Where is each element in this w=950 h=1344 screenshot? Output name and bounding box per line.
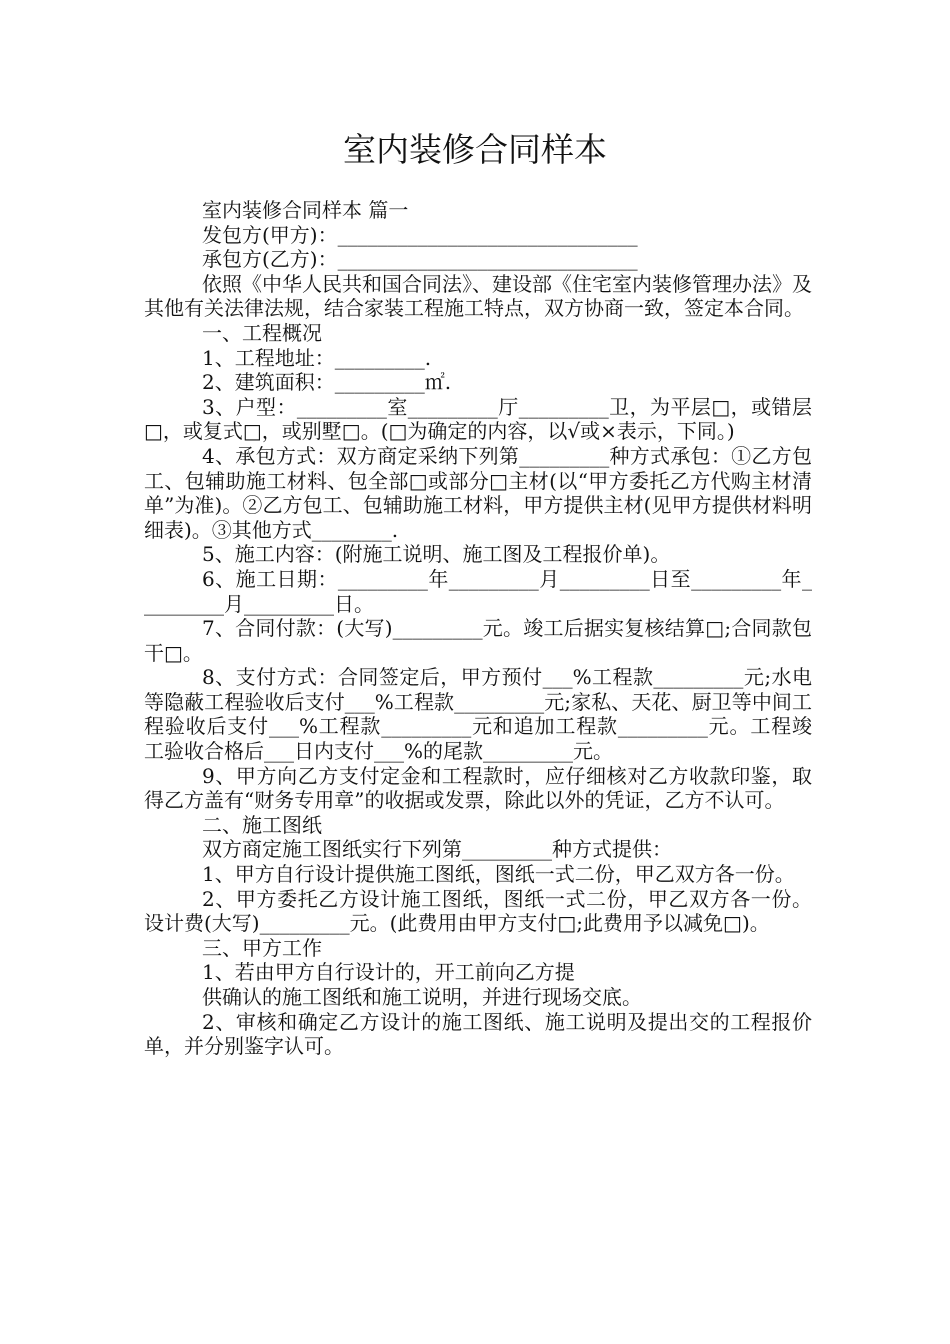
clause-paragraph: 9、甲方向乙方支付定金和工程款时，应仔细核对乙方收款印鉴，取得乙方盖有“财务专用章”的收据或发票，除此以外的凭证，乙方不认可。 [144,763,812,813]
clause-paragraph: 8、支付方式：合同签定后，甲方预付___%工程款_________元;水电等隐蔽工程验收后支付___%工程款_________元;家私、天花、厨卫等中间工程验收后支付___%工程款_________元和追加工程款_________元。工程竣工验收合格后___日内支付___%的尾款_________元。 [144,665,812,764]
clause-paragraph: 1、若由甲方自行设计的，开工前向乙方提 [202,960,575,985]
clause-paragraph: 2、审核和确定乙方设计的施工图纸、施工说明及提出交的工程报价单，并分别鉴字认可。 [144,1009,812,1059]
preamble-paragraph: 依照《中华人民共和国合同法》、建设部《住宅室内装修管理办法》及其他有关法律法规，结合家装工程施工特点，双方协商一致，签定本合同。 [144,271,812,321]
chapter-heading: 一、工程概况 [202,320,322,345]
document-title: 室内装修合同样本 [343,130,607,169]
clause-paragraph: 7、合同付款：(大写)_________元。竣工后据实复核结算□;合同款包干□。 [144,616,812,665]
clause-paragraph: 供确认的施工图纸和施工说明，并进行现场交底。 [202,985,642,1009]
chapter-heading: 三、甲方工作 [202,935,322,960]
clause-paragraph: 1、工程地址：_________. [202,345,432,370]
clause-paragraph: 1、甲方自行设计提供施工图纸，图纸一式二份，甲乙双方各一份。 [202,862,795,887]
document-body [144,198,812,1059]
clause-paragraph: 4、承包方式：双方商定采纳下列第_________种方式承包：①乙方包工、包辅助施工材料、包全部□或部分□主材(以“甲方委托乙方代购主材清单”为准)。②乙方包工、包辅助施工材料，甲方提供主材(见甲方提供材料明细表)。③其他方式________. [144,443,812,542]
clause-paragraph: 2、甲方委托乙方设计施工图纸，图纸一式二份，甲乙双方各一份。设计费(大写)_________元。(此费用由甲方支付□;此费用予以减免□)。 [144,886,812,936]
clause-paragraph: 双方商定施工图纸实行下列第_________种方式提供： [202,837,672,862]
chapter-heading: 二、施工图纸 [202,812,322,837]
party-a-line: 发包方(甲方)：______________________________ [202,222,638,247]
clause-paragraph: 6、施工日期：_________年_________月_________日至_________年_________月_________日。 [144,566,812,616]
clause-paragraph: 5、施工内容：(附施工说明、施工图及工程报价单)。 [202,542,671,567]
clause-paragraph: 3、户型：_________室_________厅_________卫，为平层□，或错层□，或复式□，或别墅□。(□为确定的内容，以√或×表示，下同。) [144,394,812,444]
party-b-line: 承包方(乙方)：______________________________ [202,247,638,272]
section-heading: 室内装修合同样本 篇一 [202,198,409,222]
clause-paragraph: 2、建筑面积：_________㎡. [202,370,452,395]
